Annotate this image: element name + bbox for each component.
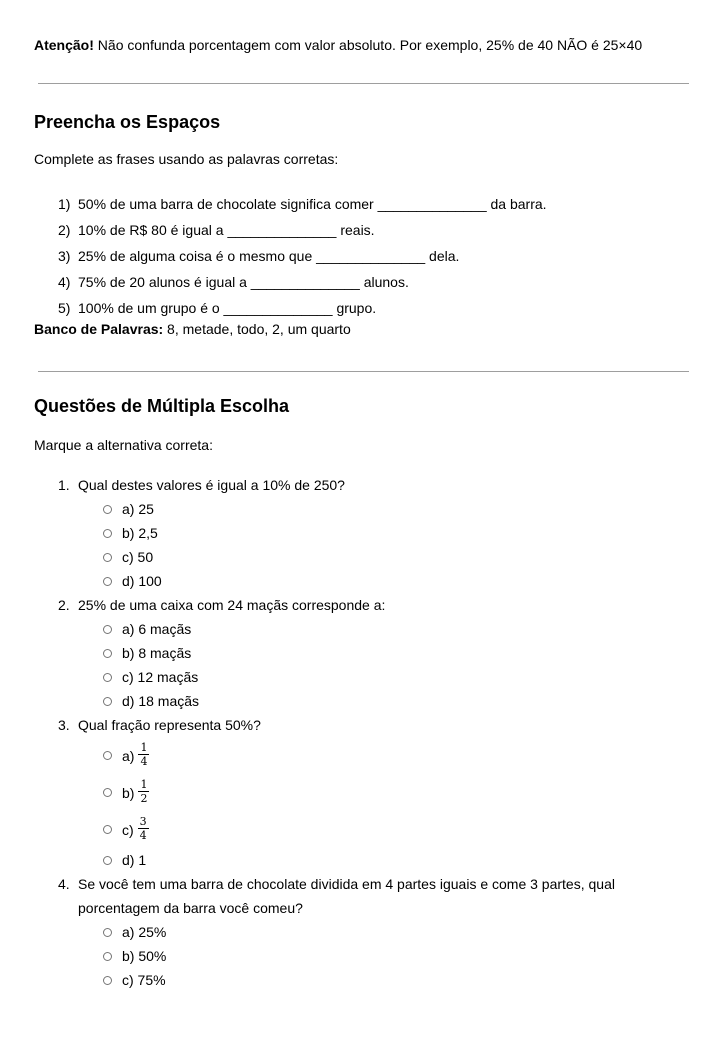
question (34, 593, 691, 713)
question-text: Qual fração representa 50%? (78, 717, 261, 733)
option-label: c) 75% (122, 972, 166, 988)
fill-in-item (34, 217, 691, 243)
radio-icon[interactable] (103, 788, 112, 797)
item-number: 5) (58, 300, 71, 316)
mc-option[interactable] (103, 665, 691, 689)
radio-icon[interactable] (103, 505, 112, 514)
question-line (34, 473, 691, 497)
fraction-numerator: 3 (139, 814, 147, 828)
option-label: b) 8 maçãs (122, 645, 192, 661)
mc-section-title: Questões de Múltipla Escolha (34, 396, 290, 416)
radio-icon[interactable] (103, 928, 112, 937)
item-text: 100% de um grupo é o ______________ grupo. (78, 300, 377, 316)
fraction-denominator: 4 (139, 829, 147, 842)
question-list (34, 473, 691, 992)
radio-icon[interactable] (103, 553, 112, 562)
option-label: b) 50% (122, 948, 167, 964)
mc-option[interactable] (103, 617, 691, 641)
question-line (34, 872, 691, 920)
item-text: 25% de alguma coisa é o mesmo que ______________ dela. (78, 248, 460, 264)
question-line (34, 593, 691, 617)
mc-option[interactable] (103, 521, 691, 545)
fraction-denominator: 2 (140, 792, 148, 805)
fraction-denominator: 4 (140, 755, 148, 768)
fill-in-list (34, 191, 691, 321)
option-letter: c) (122, 821, 134, 838)
divider (38, 371, 689, 372)
question-text: 25% de uma caixa com 24 maçãs corresponde a: (78, 597, 386, 613)
word-bank (34, 321, 691, 337)
mc-option[interactable] (103, 689, 691, 713)
item-number: 1) (58, 196, 71, 212)
radio-icon[interactable] (103, 577, 112, 586)
radio-icon[interactable] (103, 625, 112, 634)
fraction (138, 815, 149, 842)
warning-text: Não confunda porcentagem com valor absoluto. Por exemplo, 25% de 40 NÃO é 25×40 (93, 37, 643, 53)
question-text: Qual destes valores é igual a 10% de 250? (78, 477, 345, 493)
question-number: 1. (58, 477, 70, 493)
fraction (138, 778, 149, 805)
radio-icon[interactable] (103, 856, 112, 865)
option-label (122, 779, 149, 806)
radio-icon[interactable] (103, 649, 112, 658)
warning-lead: Atenção! (34, 37, 94, 53)
warning-note (34, 37, 691, 53)
option-label (122, 742, 149, 769)
option-label: a) 25 (122, 501, 154, 517)
radio-icon[interactable] (103, 976, 112, 985)
fill-in-item (34, 243, 691, 269)
option-label (122, 816, 149, 843)
mc-option[interactable] (103, 968, 691, 992)
question-text: Se você tem uma barra de chocolate dividida em 4 partes iguais e come 3 partes, qual porcentagem da barra você comeu? (78, 876, 615, 916)
radio-icon[interactable] (103, 825, 112, 834)
mc-option[interactable] (103, 920, 691, 944)
word-bank-words: 8, metade, todo, 2, um quarto (163, 321, 351, 337)
item-number: 4) (58, 274, 71, 290)
item-text: 10% de R$ 80 é igual a ______________ reais. (78, 222, 375, 238)
mc-option[interactable] (103, 545, 691, 569)
mc-option[interactable] (103, 848, 691, 872)
question-number: 3. (58, 717, 70, 733)
option-label: d) 18 maçãs (122, 693, 200, 709)
question (34, 473, 691, 593)
fraction-numerator: 1 (140, 777, 148, 791)
fill-in-item (34, 295, 691, 321)
option-label: c) 50 (122, 549, 154, 565)
fill-in-item (34, 191, 691, 217)
option-label: b) 2,5 (122, 525, 158, 541)
option-label: c) 12 maçãs (122, 669, 199, 685)
fill-in-item (34, 269, 691, 295)
mc-option[interactable] (103, 944, 691, 968)
item-number: 3) (58, 248, 71, 264)
option-label: d) 100 (122, 573, 162, 589)
fill-section-intro: Complete as frases usando as palavras corretas: (34, 151, 339, 167)
item-text: 50% de uma barra de chocolate significa comer ______________ da barra. (78, 196, 547, 212)
item-number: 2) (58, 222, 71, 238)
question-line (34, 713, 691, 737)
mc-option[interactable] (103, 569, 691, 593)
option-letter: a) (122, 747, 135, 764)
question-number: 4. (58, 876, 70, 892)
radio-icon[interactable] (103, 952, 112, 961)
mc-option[interactable] (103, 811, 691, 848)
fraction-numerator: 1 (140, 740, 148, 754)
option-letter: b) (122, 784, 135, 801)
item-text: 75% de 20 alunos é igual a ______________ alunos. (78, 274, 409, 290)
mc-option[interactable] (103, 737, 691, 774)
radio-icon[interactable] (103, 673, 112, 682)
mc-option[interactable] (103, 641, 691, 665)
option-label: d) 1 (122, 852, 147, 868)
question (34, 872, 691, 992)
radio-icon[interactable] (103, 697, 112, 706)
option-label: a) 25% (122, 924, 167, 940)
question-number: 2. (58, 597, 70, 613)
worksheet-page (0, 37, 725, 992)
fill-section-title: Preencha os Espaços (34, 112, 221, 132)
radio-icon[interactable] (103, 751, 112, 760)
mc-section-intro: Marque a alternativa correta: (34, 437, 213, 453)
word-bank-label: Banco de Palavras: (34, 321, 164, 337)
option-label: a) 6 maçãs (122, 621, 192, 637)
question (34, 713, 691, 872)
divider (38, 83, 689, 84)
radio-icon[interactable] (103, 529, 112, 538)
mc-option[interactable] (103, 774, 691, 811)
mc-option[interactable] (103, 497, 691, 521)
fraction (138, 741, 149, 768)
